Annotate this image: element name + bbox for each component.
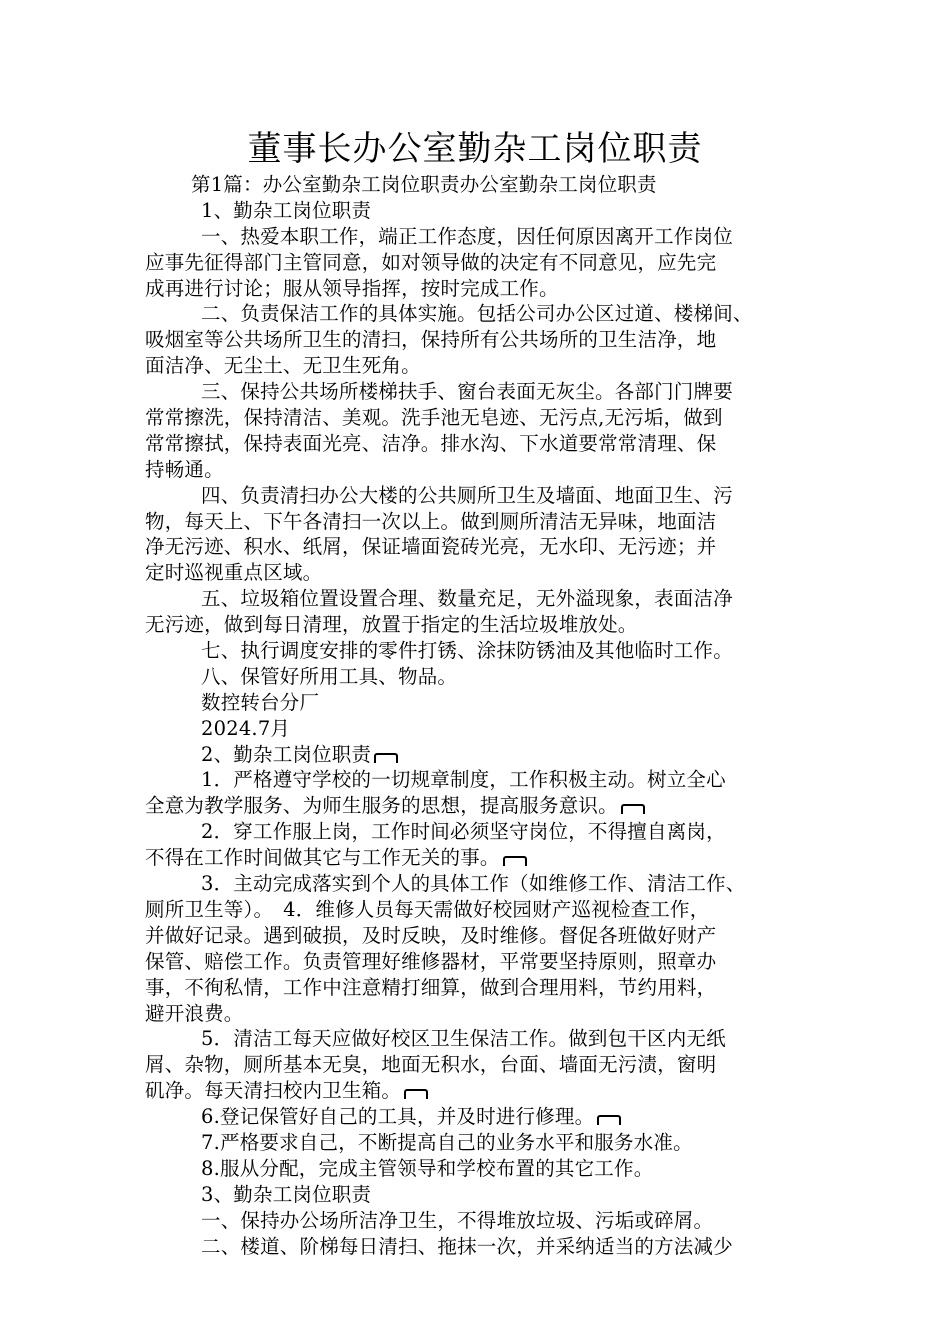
return-mark-icon <box>403 1089 429 1099</box>
return-mark-icon <box>620 804 646 814</box>
paragraph-line: 事，不徇私情，工作中注意精打细算，做到合理用料，节约用料， <box>145 975 717 999</box>
paragraph-line: 四、负责清扫办公大楼的公共厕所卫生及墙面、地面卫生、污 <box>201 483 733 507</box>
document-body <box>145 172 820 1259</box>
return-mark-icon <box>373 753 399 763</box>
paragraph-line-wrap <box>145 1078 820 1104</box>
section-heading: 3、勤杂工岗位职责 <box>201 1182 372 1206</box>
paragraph-line: 面洁净、无尘土、无卫生死角。 <box>145 354 421 378</box>
return-mark-icon <box>596 1115 622 1125</box>
paragraph-line: 保管、赔偿工作。负责管理好维修器材，平常要坚持原则，照章办 <box>145 949 717 973</box>
paragraph-line: 1．严格遵守学校的一切规章制度，工作积极主动。树立全心 <box>201 768 726 792</box>
paragraph-line: 无污迹，做到每日清理，放置于指定的生活垃圾堆放处。 <box>145 613 638 637</box>
paragraph-line: 屑、杂物，厕所基本无臭，地面无积水，台面、墙面无污渍，窗明 <box>145 1053 717 1077</box>
paragraph-line: 五、垃圾箱位置设置合理、数量充足，无外溢现象，表面洁净 <box>201 587 733 611</box>
article-heading: 第1篇：办公室勤杂工岗位职责办公室勤杂工岗位职责 <box>191 173 657 196</box>
paragraph-line: 6.登记保管好自己的工具，并及时进行修理。 <box>201 1105 595 1129</box>
signature-date: 2024.7月 <box>201 716 291 740</box>
paragraph-line: 定时巡视重点区域。 <box>145 561 323 585</box>
paragraph-line: 八、保管好所用工具、物品。 <box>201 664 458 688</box>
paragraph-line: 吸烟室等公共场所卫生的清扫，保持所有公共场所的卫生洁净，地 <box>145 328 717 352</box>
paragraph-line: 一、保持办公场所洁净卫生，不得堆放垃圾、污垢或碎屑。 <box>201 1208 714 1232</box>
paragraph-line-wrap <box>145 1104 820 1130</box>
paragraph-line: 成再进行讨论；服从领导指挥，按时完成工作。 <box>145 276 559 300</box>
paragraph-line: 2．穿工作服上岗，工作时间必须坚守岗位，不得擅自离岗， <box>201 820 726 844</box>
return-mark-icon <box>502 856 528 866</box>
section-heading: 2、勤杂工岗位职责 <box>201 742 372 766</box>
signature-department: 数控转台分厂 <box>201 690 320 714</box>
paragraph-line: 7.严格要求自己，不断提高自己的业务水平和服务水准。 <box>201 1130 693 1154</box>
paragraph-line: 5．清洁工每天应做好校区卫生保洁工作。做到包干区内无纸 <box>201 1027 726 1051</box>
paragraph-line-wrap <box>145 793 820 819</box>
paragraph-line: 不得在工作时间做其它与工作无关的事。 <box>145 846 500 870</box>
paragraph-line: 8.服从分配，完成主管领导和学校布置的其它工作。 <box>201 1156 654 1180</box>
paragraph-line: 全意为教学服务、为师生服务的思想，提高服务意识。 <box>145 794 618 818</box>
paragraph-line: 矶净。每天清扫校内卫生箱。 <box>145 1079 402 1103</box>
paragraph-line: 避开浪费。 <box>145 1001 244 1025</box>
paragraph-line: 应事先征得部门主管同意，如对领导做的决定有不同意见，应先完 <box>145 250 717 274</box>
paragraph-line: 净无污迹、积水、纸屑，保证墙面瓷砖光亮，无水印、无污迹；并 <box>145 535 717 559</box>
paragraph-line: 3．主动完成落实到个人的具体工作（如维修工作、清洁工作、 <box>201 872 746 896</box>
paragraph-line: 并做好记录。遇到破损，及时反映，及时维修。督促各班做好财产 <box>145 923 717 947</box>
paragraph-line: 常常擦拭，保持表面光亮、洁净。排水沟、下水道要常常清理、保 <box>145 431 717 455</box>
paragraph-line: 物，每天上、下午各清扫一次以上。做到厕所清洁无异味，地面洁 <box>145 509 717 533</box>
document-title: 董事长办公室勤杂工岗位职责 <box>247 129 703 169</box>
paragraph-line: 三、保持公共场所楼梯扶手、窗台表面无灰尘。各部门门牌要 <box>201 380 733 404</box>
paragraph-line: 厕所卫生等）。 4．维修人员每天需做好校园财产巡视检查工作， <box>145 897 710 921</box>
paragraph-line: 二、楼道、阶梯每日清扫、拖抹一次，并采纳适当的方法减少 <box>201 1234 733 1258</box>
section-heading-line <box>145 742 820 768</box>
section-heading: 1、勤杂工岗位职责 <box>201 198 372 222</box>
paragraph-line-wrap <box>145 845 820 871</box>
paragraph-line: 一、热爱本职工作，端正工作态度，因任何原因离开工作岗位 <box>201 224 733 248</box>
paragraph-line: 二、负责保洁工作的具体实施。包括公司办公区过道、楼梯间、 <box>201 302 753 326</box>
paragraph-line: 七、执行调度安排的零件打锈、涂抹防锈油及其他临时工作。 <box>201 639 733 663</box>
paragraph-line: 常常擦洗，保持清洁、美观。洗手池无皂迹、无污点,无污垢，做到 <box>145 406 723 430</box>
paragraph-line: 持畅通。 <box>145 457 224 481</box>
